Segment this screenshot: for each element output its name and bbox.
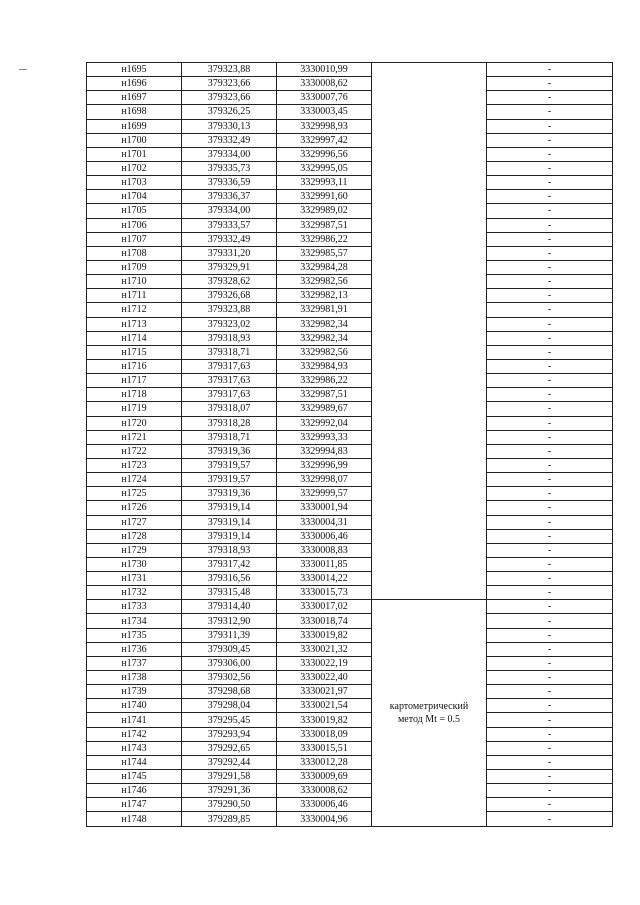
point-name-cell: н1699 [87,119,182,133]
point-name-cell: н1714 [87,331,182,345]
note-cell: - [487,614,613,628]
x-coordinate-cell: 379318,93 [182,331,277,345]
note-cell: - [487,458,613,472]
x-coordinate-cell: 379317,63 [182,359,277,373]
note-cell: - [487,63,613,77]
y-coordinate-cell: 3329985,57 [277,246,372,260]
point-name-cell: н1730 [87,557,182,571]
y-coordinate-cell: 3329982,34 [277,331,372,345]
x-coordinate-cell: 379291,58 [182,770,277,784]
point-name-cell: н1701 [87,147,182,161]
x-coordinate-cell: 379326,25 [182,105,277,119]
note-cell: - [487,374,613,388]
y-coordinate-cell: 3329998,93 [277,119,372,133]
y-coordinate-cell: 3330008,83 [277,543,372,557]
y-coordinate-cell: 3330011,85 [277,557,372,571]
x-coordinate-cell: 379317,42 [182,557,277,571]
x-coordinate-cell: 379295,45 [182,713,277,727]
table-row [87,359,613,373]
table-row [87,600,613,614]
note-cell: - [487,671,613,685]
x-coordinate-cell: 379319,57 [182,473,277,487]
note-cell: - [487,487,613,501]
y-coordinate-cell: 3329982,34 [277,317,372,331]
note-cell: - [487,755,613,769]
note-cell: - [487,331,613,345]
x-coordinate-cell: 379292,65 [182,741,277,755]
x-coordinate-cell: 379317,63 [182,374,277,388]
point-name-cell: н1721 [87,430,182,444]
y-coordinate-cell: 3330019,82 [277,628,372,642]
point-name-cell: н1725 [87,487,182,501]
point-name-cell: н1741 [87,713,182,727]
table-row [87,699,613,713]
table-row [87,727,613,741]
note-cell: - [487,543,613,557]
table-row [87,798,613,812]
point-name-cell: н1723 [87,458,182,472]
x-coordinate-cell: 379302,56 [182,671,277,685]
note-cell: - [487,586,613,600]
point-name-cell: н1734 [87,614,182,628]
point-name-cell: н1713 [87,317,182,331]
table-row [87,161,613,175]
note-cell: - [487,77,613,91]
table-row [87,784,613,798]
x-coordinate-cell: 379336,59 [182,176,277,190]
y-coordinate-cell: 3330015,51 [277,741,372,755]
point-name-cell: н1708 [87,246,182,260]
table-row [87,770,613,784]
point-name-cell: н1705 [87,204,182,218]
note-cell: - [487,529,613,543]
x-coordinate-cell: 379318,93 [182,543,277,557]
point-name-cell: н1727 [87,515,182,529]
table-row [87,331,613,345]
note-cell: - [487,642,613,656]
point-name-cell: н1715 [87,345,182,359]
table-row [87,487,613,501]
x-coordinate-cell: 379334,00 [182,147,277,161]
y-coordinate-cell: 3330022,19 [277,656,372,670]
table-row [87,713,613,727]
note-cell: - [487,176,613,190]
point-name-cell: н1736 [87,642,182,656]
y-coordinate-cell: 3330021,32 [277,642,372,656]
table-row [87,105,613,119]
point-name-cell: н1748 [87,812,182,826]
point-name-cell: н1744 [87,755,182,769]
note-cell: - [487,317,613,331]
y-coordinate-cell: 3330015,73 [277,586,372,600]
y-coordinate-cell: 3329987,51 [277,388,372,402]
point-name-cell: н1712 [87,303,182,317]
y-coordinate-cell: 3329981,91 [277,303,372,317]
table-row [87,430,613,444]
point-name-cell: н1703 [87,176,182,190]
point-name-cell: н1742 [87,727,182,741]
note-cell: - [487,105,613,119]
y-coordinate-cell: 3330009,69 [277,770,372,784]
y-coordinate-cell: 3329982,56 [277,275,372,289]
note-cell: - [487,190,613,204]
note-cell: - [487,388,613,402]
y-coordinate-cell: 3329984,93 [277,359,372,373]
table-row [87,614,613,628]
table-row [87,374,613,388]
note-cell: - [487,557,613,571]
x-coordinate-cell: 379293,94 [182,727,277,741]
y-coordinate-cell: 3330006,46 [277,529,372,543]
point-name-cell: н1735 [87,628,182,642]
point-name-cell: н1709 [87,260,182,274]
x-coordinate-cell: 379298,68 [182,685,277,699]
y-coordinate-cell: 3329993,11 [277,176,372,190]
table-row [87,388,613,402]
x-coordinate-cell: 379319,36 [182,444,277,458]
table-row [87,133,613,147]
table-row [87,656,613,670]
x-coordinate-cell: 379314,40 [182,600,277,614]
note-cell: - [487,275,613,289]
coordinates-table [86,62,613,827]
table-row [87,289,613,303]
x-coordinate-cell: 379306,00 [182,656,277,670]
x-coordinate-cell: 379319,36 [182,487,277,501]
point-name-cell: н1722 [87,444,182,458]
x-coordinate-cell: 379323,88 [182,63,277,77]
table-row [87,458,613,472]
note-cell: - [487,812,613,826]
note-cell: - [487,600,613,614]
table-row [87,543,613,557]
point-name-cell: н1747 [87,798,182,812]
x-coordinate-cell: 379318,71 [182,345,277,359]
table-row [87,416,613,430]
table-row [87,275,613,289]
table-row [87,685,613,699]
table-row [87,572,613,586]
table-row [87,232,613,246]
x-coordinate-cell: 379318,28 [182,416,277,430]
y-coordinate-cell: 3330008,62 [277,77,372,91]
table-row [87,63,613,77]
point-name-cell: н1739 [87,685,182,699]
y-coordinate-cell: 3329995,05 [277,161,372,175]
y-coordinate-cell: 3330004,31 [277,515,372,529]
point-name-cell: н1704 [87,190,182,204]
y-coordinate-cell: 3329999,57 [277,487,372,501]
x-coordinate-cell: 379312,90 [182,614,277,628]
note-cell: - [487,727,613,741]
table-row [87,444,613,458]
point-name-cell: н1737 [87,656,182,670]
y-coordinate-cell: 3330018,09 [277,727,372,741]
table-row [87,741,613,755]
note-cell: - [487,359,613,373]
note-cell: - [487,303,613,317]
y-coordinate-cell: 3330010,99 [277,63,372,77]
note-cell: - [487,345,613,359]
point-name-cell: н1740 [87,699,182,713]
table-row [87,91,613,105]
y-coordinate-cell: 3329996,56 [277,147,372,161]
note-cell: - [487,430,613,444]
method-cell-empty [372,63,487,600]
x-coordinate-cell: 379326,68 [182,289,277,303]
x-coordinate-cell: 379319,14 [182,501,277,515]
note-cell: - [487,289,613,303]
point-name-cell: н1702 [87,161,182,175]
table-row [87,204,613,218]
table-row [87,529,613,543]
table-row [87,586,613,600]
note-cell: - [487,416,613,430]
table-row [87,260,613,274]
x-coordinate-cell: 379323,66 [182,91,277,105]
point-name-cell: н1695 [87,63,182,77]
table-row [87,402,613,416]
margin-mark [19,69,27,70]
note-cell: - [487,628,613,642]
note-cell: - [487,501,613,515]
y-coordinate-cell: 3330021,54 [277,699,372,713]
x-coordinate-cell: 379316,56 [182,572,277,586]
note-cell: - [487,784,613,798]
x-coordinate-cell: 379328,62 [182,275,277,289]
point-name-cell: н1716 [87,359,182,373]
point-name-cell: н1720 [87,416,182,430]
x-coordinate-cell: 379311,39 [182,628,277,642]
y-coordinate-cell: 3330008,62 [277,784,372,798]
y-coordinate-cell: 3329989,02 [277,204,372,218]
point-name-cell: н1700 [87,133,182,147]
y-coordinate-cell: 3330014,22 [277,572,372,586]
note-cell: - [487,91,613,105]
table-row [87,642,613,656]
note-cell: - [487,246,613,260]
x-coordinate-cell: 379319,14 [182,529,277,543]
x-coordinate-cell: 379330,13 [182,119,277,133]
point-name-cell: н1731 [87,572,182,586]
x-coordinate-cell: 379319,14 [182,515,277,529]
note-cell: - [487,685,613,699]
method-line-1: картометрический [389,700,469,712]
point-name-cell: н1717 [87,374,182,388]
y-coordinate-cell: 3330006,46 [277,798,372,812]
x-coordinate-cell: 379290,50 [182,798,277,812]
table-row [87,119,613,133]
point-name-cell: н1719 [87,402,182,416]
table-row [87,501,613,515]
note-cell: - [487,218,613,232]
point-name-cell: н1743 [87,741,182,755]
point-name-cell: н1726 [87,501,182,515]
x-coordinate-cell: 379292,44 [182,755,277,769]
point-name-cell: н1738 [87,671,182,685]
y-coordinate-cell: 3329996,99 [277,458,372,472]
y-coordinate-cell: 3330018,74 [277,614,372,628]
table-row [87,317,613,331]
note-cell: - [487,473,613,487]
point-name-cell: н1697 [87,91,182,105]
point-name-cell: н1745 [87,770,182,784]
x-coordinate-cell: 379319,57 [182,458,277,472]
y-coordinate-cell: 3329998,07 [277,473,372,487]
note-cell: - [487,699,613,713]
y-coordinate-cell: 3329993,33 [277,430,372,444]
note-cell: - [487,119,613,133]
note-cell: - [487,133,613,147]
x-coordinate-cell: 379323,66 [182,77,277,91]
y-coordinate-cell: 3330019,82 [277,713,372,727]
point-name-cell: н1728 [87,529,182,543]
y-coordinate-cell: 3329987,51 [277,218,372,232]
x-coordinate-cell: 379335,73 [182,161,277,175]
point-name-cell: н1711 [87,289,182,303]
y-coordinate-cell: 3329994,83 [277,444,372,458]
point-name-cell: н1729 [87,543,182,557]
y-coordinate-cell: 3330022,40 [277,671,372,685]
note-cell: - [487,798,613,812]
x-coordinate-cell: 379323,02 [182,317,277,331]
x-coordinate-cell: 379298,04 [182,699,277,713]
y-coordinate-cell: 3329991,60 [277,190,372,204]
point-name-cell: н1732 [87,586,182,600]
y-coordinate-cell: 3330012,28 [277,755,372,769]
x-coordinate-cell: 379317,63 [182,388,277,402]
y-coordinate-cell: 3330017,02 [277,600,372,614]
note-cell: - [487,656,613,670]
point-name-cell: н1696 [87,77,182,91]
table-row [87,755,613,769]
x-coordinate-cell: 379318,07 [182,402,277,416]
y-coordinate-cell: 3329982,56 [277,345,372,359]
note-cell: - [487,232,613,246]
note-cell: - [487,741,613,755]
y-coordinate-cell: 3330004,96 [277,812,372,826]
table-row [87,190,613,204]
note-cell: - [487,260,613,274]
table-row [87,77,613,91]
point-name-cell: н1724 [87,473,182,487]
table-row [87,628,613,642]
note-cell: - [487,713,613,727]
point-name-cell: н1706 [87,218,182,232]
table-row [87,176,613,190]
note-cell: - [487,147,613,161]
note-cell: - [487,402,613,416]
y-coordinate-cell: 3330001,94 [277,501,372,515]
note-cell: - [487,204,613,218]
table-row [87,473,613,487]
x-coordinate-cell: 379331,20 [182,246,277,260]
x-coordinate-cell: 379336,37 [182,190,277,204]
method-cell [372,600,487,826]
table-row [87,345,613,359]
table-row [87,671,613,685]
point-name-cell: н1707 [87,232,182,246]
note-cell: - [487,572,613,586]
y-coordinate-cell: 3329986,22 [277,232,372,246]
note-cell: - [487,515,613,529]
x-coordinate-cell: 379332,49 [182,232,277,246]
note-cell: - [487,161,613,175]
point-name-cell: н1718 [87,388,182,402]
x-coordinate-cell: 379318,71 [182,430,277,444]
y-coordinate-cell: 3329986,22 [277,374,372,388]
y-coordinate-cell: 3329992,04 [277,416,372,430]
table-row [87,147,613,161]
table-row [87,515,613,529]
method-line-2: метод Mt = 0.5 [397,713,461,725]
point-name-cell: н1698 [87,105,182,119]
note-cell: - [487,444,613,458]
table-row [87,246,613,260]
y-coordinate-cell: 3329984,28 [277,260,372,274]
x-coordinate-cell: 379291,36 [182,784,277,798]
x-coordinate-cell: 379334,00 [182,204,277,218]
y-coordinate-cell: 3329989,67 [277,402,372,416]
y-coordinate-cell: 3330003,45 [277,105,372,119]
table-row [87,303,613,317]
point-name-cell: н1710 [87,275,182,289]
x-coordinate-cell: 379289,85 [182,812,277,826]
table-row [87,218,613,232]
x-coordinate-cell: 379315,48 [182,586,277,600]
table-row [87,812,613,826]
y-coordinate-cell: 3330007,76 [277,91,372,105]
x-coordinate-cell: 379323,88 [182,303,277,317]
y-coordinate-cell: 3329982,13 [277,289,372,303]
point-name-cell: н1733 [87,600,182,614]
table-row [87,557,613,571]
point-name-cell: н1746 [87,784,182,798]
x-coordinate-cell: 379309,45 [182,642,277,656]
note-cell: - [487,770,613,784]
y-coordinate-cell: 3330021,97 [277,685,372,699]
x-coordinate-cell: 379329,91 [182,260,277,274]
x-coordinate-cell: 379332,49 [182,133,277,147]
x-coordinate-cell: 379333,57 [182,218,277,232]
coordinates-table-body [87,63,613,827]
y-coordinate-cell: 3329997,42 [277,133,372,147]
